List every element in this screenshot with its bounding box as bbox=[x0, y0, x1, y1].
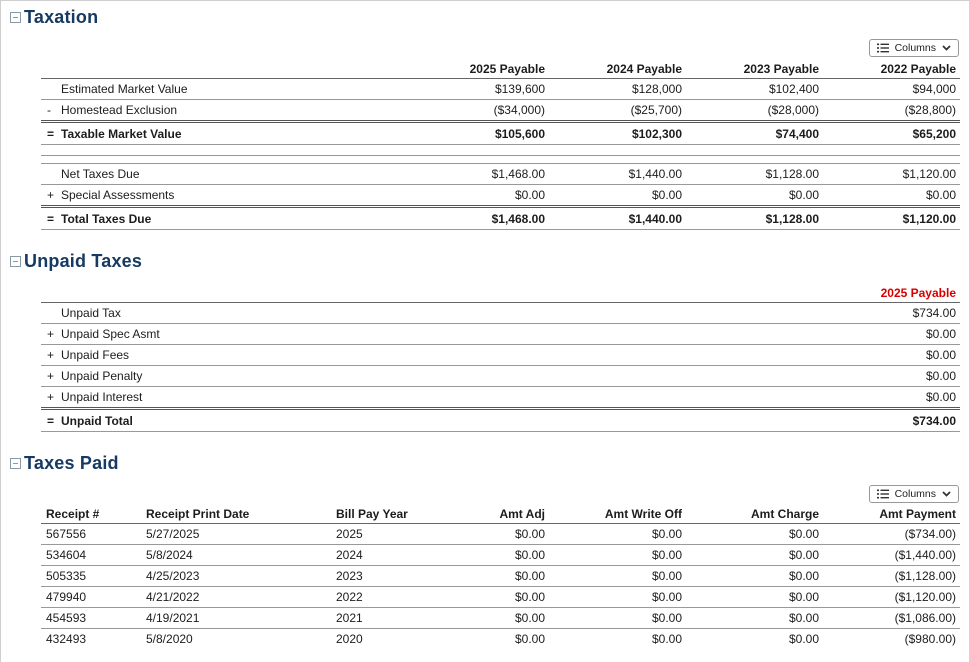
columns-list-icon bbox=[877, 489, 889, 499]
chevron-down-icon bbox=[942, 491, 951, 497]
columns-button[interactable] bbox=[869, 485, 959, 503]
amt-write-off: $0.00 bbox=[651, 632, 682, 646]
column-header: Amt Payment bbox=[823, 505, 960, 524]
row-value: $0.00 bbox=[412, 185, 549, 207]
receipt-number: 505335 bbox=[41, 566, 146, 587]
amt-payment: ($1,086.00) bbox=[823, 608, 960, 629]
row-sign: = bbox=[41, 207, 61, 230]
row-value: ($28,000) bbox=[686, 100, 823, 122]
column-header: Receipt Print Date bbox=[146, 505, 336, 524]
row-sign: = bbox=[41, 122, 61, 145]
receipt-print-date: 4/25/2023 bbox=[146, 566, 336, 587]
row-label: Taxable Market Value bbox=[61, 122, 412, 145]
receipt-print-date: 5/8/2020 bbox=[146, 632, 193, 646]
row-value: $102,300 bbox=[549, 122, 686, 145]
row-label: Unpaid Total bbox=[61, 409, 823, 432]
receipt-number: 454593 bbox=[41, 608, 146, 629]
row-value: ($34,000) bbox=[412, 100, 549, 122]
table-row-total bbox=[41, 207, 960, 230]
table-row bbox=[41, 629, 960, 650]
section-title-taxation: Taxation bbox=[24, 7, 99, 27]
receipt-print-date: 4/19/2021 bbox=[146, 608, 336, 629]
table-row bbox=[41, 164, 960, 185]
row-value: $0.00 bbox=[686, 185, 823, 207]
row-value: $139,600 bbox=[412, 79, 549, 100]
bill-pay-year: 2021 bbox=[336, 608, 412, 629]
spacer-row bbox=[41, 145, 960, 156]
table-row bbox=[41, 524, 960, 545]
section-title-unpaid-taxes: Unpaid Taxes bbox=[24, 251, 143, 271]
row-value: $105,600 bbox=[412, 122, 549, 145]
column-header: 2023 Payable bbox=[686, 60, 823, 79]
row-value: $1,440.00 bbox=[549, 207, 686, 230]
column-header: Amt Charge bbox=[686, 505, 823, 524]
columns-button-label: Columns bbox=[894, 41, 936, 54]
bill-pay-year: 2020 bbox=[336, 632, 363, 646]
table-row-total bbox=[41, 122, 960, 145]
unpaid-header-row bbox=[41, 284, 960, 303]
row-value: $1,440.00 bbox=[549, 164, 686, 185]
row-value: $1,128.00 bbox=[686, 164, 823, 185]
column-header: Bill Pay Year bbox=[336, 505, 412, 524]
row-label: Unpaid Tax bbox=[61, 303, 823, 324]
unpaid-taxes-section-header bbox=[10, 251, 969, 272]
bill-pay-year: 2024 bbox=[336, 545, 412, 566]
row-value: $128,000 bbox=[549, 79, 686, 100]
header-spacer-cell bbox=[41, 284, 823, 303]
columns-list-icon bbox=[877, 43, 889, 53]
taxation-header-row bbox=[41, 60, 960, 79]
header-spacer-cell bbox=[41, 60, 412, 79]
row-value: $94,000 bbox=[823, 79, 960, 100]
bill-pay-year: 2025 bbox=[336, 524, 412, 545]
amt-payment: ($1,120.00) bbox=[823, 587, 960, 608]
row-sign: + bbox=[41, 345, 61, 366]
row-value: $65,200 bbox=[823, 122, 960, 145]
table-row bbox=[41, 387, 960, 409]
taxes-paid-section-header bbox=[10, 453, 969, 474]
table-row bbox=[41, 608, 960, 629]
row-sign bbox=[41, 164, 61, 185]
amt-write-off: $0.00 bbox=[549, 524, 686, 545]
amt-charge: $0.00 bbox=[686, 587, 823, 608]
column-header: 2025 Payable bbox=[823, 284, 960, 303]
bill-pay-year: 2022 bbox=[336, 587, 412, 608]
row-sign: - bbox=[41, 100, 61, 122]
amt-adj: $0.00 bbox=[514, 632, 545, 646]
receipt-print-date: 4/21/2022 bbox=[146, 587, 336, 608]
columns-button-label: Columns bbox=[894, 487, 936, 500]
collapse-minus-square-icon[interactable] bbox=[10, 12, 21, 23]
row-sign bbox=[41, 303, 61, 324]
amt-write-off: $0.00 bbox=[549, 545, 686, 566]
chevron-down-icon bbox=[942, 45, 951, 51]
row-label: Estimated Market Value bbox=[61, 79, 412, 100]
row-value: $0.00 bbox=[823, 366, 960, 387]
table-row bbox=[41, 79, 960, 100]
row-label: Homestead Exclusion bbox=[61, 100, 412, 122]
amt-payment: ($734.00) bbox=[823, 524, 960, 545]
amt-payment: ($1,440.00) bbox=[823, 545, 960, 566]
amt-charge: $0.00 bbox=[788, 632, 819, 646]
row-sign: + bbox=[41, 324, 61, 345]
receipt-number: 567556 bbox=[41, 524, 146, 545]
amt-payment: ($980.00) bbox=[904, 632, 956, 646]
row-value: $102,400 bbox=[686, 79, 823, 100]
table-row bbox=[41, 303, 960, 324]
amt-payment: ($1,128.00) bbox=[823, 566, 960, 587]
column-header: Receipt # bbox=[41, 505, 146, 524]
taxes-paid-table bbox=[41, 505, 960, 649]
column-header: 2024 Payable bbox=[549, 60, 686, 79]
row-sign: + bbox=[41, 185, 61, 207]
row-sign: + bbox=[41, 366, 61, 387]
amt-write-off: $0.00 bbox=[549, 566, 686, 587]
row-sign bbox=[41, 79, 61, 100]
table-row bbox=[41, 100, 960, 122]
row-label: Unpaid Fees bbox=[61, 345, 823, 366]
receipt-number: 534604 bbox=[41, 545, 146, 566]
column-header: Amt Adj bbox=[412, 505, 549, 524]
columns-button[interactable] bbox=[869, 39, 959, 57]
table-row bbox=[41, 185, 960, 207]
receipt-number: 479940 bbox=[41, 587, 146, 608]
row-value: $0.00 bbox=[823, 324, 960, 345]
section-title-taxes-paid: Taxes Paid bbox=[24, 453, 119, 473]
taxes-paid-controls bbox=[1, 485, 959, 503]
spacer-row bbox=[41, 156, 960, 164]
table-row bbox=[41, 545, 960, 566]
amt-adj: $0.00 bbox=[412, 545, 549, 566]
unpaid-taxes-table bbox=[41, 284, 960, 432]
spacer-cell bbox=[41, 156, 960, 164]
amt-adj: $0.00 bbox=[412, 608, 549, 629]
amt-charge: $0.00 bbox=[686, 545, 823, 566]
row-label: Unpaid Penalty bbox=[61, 366, 823, 387]
amt-charge: $0.00 bbox=[686, 566, 823, 587]
row-value: $0.00 bbox=[549, 185, 686, 207]
row-value: $734.00 bbox=[823, 303, 960, 324]
table-row-total bbox=[41, 409, 960, 432]
taxation-section-header bbox=[10, 7, 969, 28]
row-label: Special Assessments bbox=[61, 185, 412, 207]
table-row bbox=[41, 566, 960, 587]
table-row bbox=[41, 366, 960, 387]
collapse-minus-square-icon[interactable] bbox=[10, 458, 21, 469]
table-row bbox=[41, 345, 960, 366]
table-row bbox=[41, 587, 960, 608]
amt-write-off: $0.00 bbox=[549, 608, 686, 629]
row-value: $74,400 bbox=[686, 122, 823, 145]
row-label: Net Taxes Due bbox=[61, 164, 412, 185]
receipt-print-date: 5/8/2024 bbox=[146, 545, 336, 566]
row-value: ($25,700) bbox=[549, 100, 686, 122]
amt-adj: $0.00 bbox=[412, 566, 549, 587]
taxation-table bbox=[41, 60, 960, 230]
taxation-controls bbox=[1, 39, 959, 57]
row-label: Unpaid Interest bbox=[61, 387, 823, 409]
row-value: $1,120.00 bbox=[823, 207, 960, 230]
receipt-number: 432493 bbox=[46, 632, 87, 646]
row-label: Unpaid Spec Asmt bbox=[61, 324, 823, 345]
table-row bbox=[41, 324, 960, 345]
row-sign: + bbox=[41, 387, 61, 409]
column-header: 2025 Payable bbox=[412, 60, 549, 79]
row-value: $1,468.00 bbox=[412, 207, 549, 230]
row-value: $1,468.00 bbox=[412, 164, 549, 185]
amt-charge: $0.00 bbox=[686, 524, 823, 545]
amt-adj: $0.00 bbox=[412, 524, 549, 545]
row-value: $1,120.00 bbox=[823, 164, 960, 185]
column-header: Amt Write Off bbox=[549, 505, 686, 524]
row-value: $1,128.00 bbox=[686, 207, 823, 230]
spacer-cell bbox=[41, 145, 960, 156]
amt-adj: $0.00 bbox=[412, 587, 549, 608]
row-value: $0.00 bbox=[823, 345, 960, 366]
amt-charge: $0.00 bbox=[686, 608, 823, 629]
receipt-print-date: 5/27/2025 bbox=[146, 524, 336, 545]
taxes-paid-header-row bbox=[41, 505, 960, 524]
amt-write-off: $0.00 bbox=[549, 587, 686, 608]
row-value: $734.00 bbox=[823, 409, 960, 432]
row-value: $0.00 bbox=[823, 185, 960, 207]
bill-pay-year: 2023 bbox=[336, 566, 412, 587]
row-value: $0.00 bbox=[823, 387, 960, 409]
row-value: ($28,800) bbox=[823, 100, 960, 122]
row-sign: = bbox=[41, 409, 61, 432]
collapse-minus-square-icon[interactable] bbox=[10, 256, 21, 267]
column-header: 2022 Payable bbox=[823, 60, 960, 79]
row-label: Total Taxes Due bbox=[61, 207, 412, 230]
